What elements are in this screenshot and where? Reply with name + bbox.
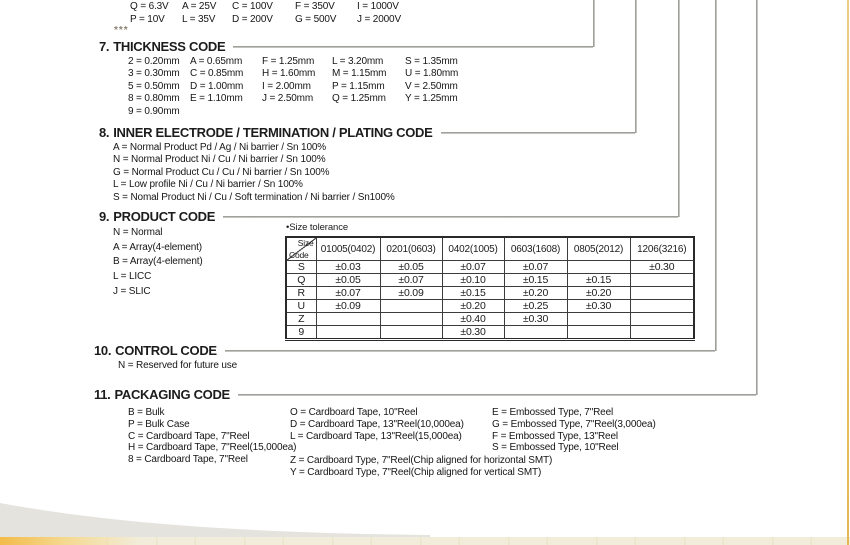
packaging-code-item: P = Bulk Case: [128, 418, 190, 430]
tolerance-value-cell: [380, 313, 442, 326]
voltage-code-item: C = 100V: [232, 1, 273, 12]
tolerance-value-cell: ±0.15: [442, 287, 504, 300]
tolerance-code-cell: 9: [286, 326, 316, 340]
tolerance-code-cell: Q: [286, 274, 316, 287]
section-title: THICKNESS CODE: [113, 38, 226, 54]
bracket-line: [441, 132, 635, 134]
thickness-code-row: [128, 56, 458, 68]
footer-swoosh: [0, 499, 430, 537]
control-code-item: N = Reserved for future use: [118, 360, 238, 371]
voltage-code-item: D = 200V: [232, 13, 273, 25]
voltage-code-item: L = 35V: [182, 13, 216, 25]
thickness-code-item: L = 3.20mm: [332, 56, 384, 67]
size-code-corner-cell: [286, 237, 316, 261]
tolerance-value-cell: [630, 326, 694, 340]
packaging-code-item: E = Embossed Type, 7"Reel: [492, 407, 614, 418]
thickness-code-item: I = 2.00mm: [262, 80, 311, 92]
tolerance-row: [286, 326, 694, 340]
product-code-list: [113, 227, 203, 300]
tolerance-value-cell: ±0.15: [504, 274, 567, 287]
tolerance-value-cell: ±0.07: [504, 261, 567, 274]
product-code-item: N = Normal: [113, 227, 163, 238]
tolerance-value-cell: [567, 261, 630, 274]
tolerance-row: [286, 274, 694, 287]
tolerance-value-cell: ±0.20: [504, 287, 567, 300]
tolerance-value-cell: ±0.40: [442, 313, 504, 326]
tolerance-value-cell: ±0.20: [442, 300, 504, 313]
voltage-code-item: F = 350V: [295, 1, 335, 12]
tolerance-value-cell: ±0.15: [567, 274, 630, 287]
bracket-line: [238, 394, 756, 396]
tolerance-value-cell: [630, 300, 694, 313]
tolerance-row: [286, 300, 694, 313]
tolerance-value-cell: [316, 313, 380, 326]
size-column-header: 0805(2012): [567, 237, 630, 261]
tolerance-value-cell: [380, 300, 442, 313]
section-number: 11.: [94, 386, 111, 402]
voltage-code-list: [130, 1, 401, 26]
corner-code-label: Code: [289, 250, 309, 260]
size-column-header: 0402(1005): [442, 237, 504, 261]
size-tolerance-header-row: [286, 237, 694, 261]
tolerance-value-cell: ±0.09: [380, 287, 442, 300]
section-packaging-code-header: [94, 387, 756, 401]
thickness-code-item: 2 = 0.20mm: [128, 56, 180, 67]
tolerance-row: [286, 261, 694, 274]
size-column-header: 0201(0603): [380, 237, 442, 261]
page-edge-gold-border: [847, 0, 849, 545]
thickness-code-item: Q = 1.25mm: [332, 93, 386, 105]
bracket-line: [225, 350, 715, 352]
tolerance-value-cell: [630, 313, 694, 326]
packaging-code-item: O = Cardboard Tape, 10"Reel: [290, 407, 418, 418]
tolerance-value-cell: ±0.05: [380, 261, 442, 274]
section-title: INNER ELECTRODE / TERMINATION / PLATING CODE: [113, 124, 433, 140]
size-tolerance-label: •Size tolerance: [286, 222, 349, 233]
section-title: PACKAGING CODE: [114, 386, 230, 402]
tolerance-value-cell: ±0.30: [630, 261, 694, 274]
section-number: 9.: [99, 208, 110, 224]
product-code-item: B = Array(4-element): [113, 256, 203, 268]
electrode-code-list: [113, 142, 395, 204]
section-product-code-header: [99, 209, 678, 223]
packaging-code-item: L = Cardboard Tape, 13"Reel(15,000ea): [290, 430, 462, 442]
section-thickness-code-header: [99, 39, 593, 53]
section-title: PRODUCT CODE: [113, 208, 216, 224]
thickness-code-row: [128, 68, 458, 80]
section-number: 10.: [94, 342, 112, 358]
product-code-item: L = LICC: [113, 271, 152, 283]
tolerance-value-cell: ±0.30: [504, 313, 567, 326]
tolerance-code-cell: R: [286, 287, 316, 300]
tolerance-code-cell: S: [286, 261, 316, 274]
thickness-code-item: 3 = 0.30mm: [128, 68, 180, 80]
section-number: 7.: [99, 38, 110, 54]
electrode-code-item: S = Nomal Product Ni / Cu / Soft termination / Ni barrier / Sn100%: [113, 191, 395, 203]
tolerance-row: [286, 313, 694, 326]
size-column-header: 01005(0402): [316, 237, 380, 261]
bracket-vline-section10: [715, 0, 717, 351]
bracket-line: [223, 216, 678, 218]
tolerance-value-cell: [380, 326, 442, 340]
thickness-code-item: J = 2.50mm: [262, 93, 314, 105]
voltage-code-item: I = 1000V: [357, 1, 399, 12]
electrode-code-item: A = Normal Product Pd / Ag / Ni barrier / Sn 100%: [113, 142, 327, 153]
voltage-code-item: Q = 6.3V: [130, 1, 169, 12]
bracket-vline-section7: [593, 0, 595, 47]
thickness-code-item: 8 = 0.80mm: [128, 93, 180, 105]
tolerance-code-cell: U: [286, 300, 316, 313]
bracket-vline-section8: [635, 0, 637, 133]
section-electrode-code-header: [99, 125, 635, 139]
packaging-code-item: H = Cardboard Tape, 7"Reel(15,000ea): [128, 442, 297, 454]
thickness-code-item: 9 = 0.90mm: [128, 105, 180, 117]
thickness-code-row: [128, 93, 458, 105]
tolerance-value-cell: ±0.09: [316, 300, 380, 313]
tolerance-value-cell: [630, 287, 694, 300]
thickness-code-item: E = 1.10mm: [190, 93, 243, 105]
electrode-code-item: N = Normal Product Ni / Cu / Ni barrier / Sn 100%: [113, 154, 326, 166]
control-code-list: [118, 360, 237, 372]
thickness-code-item: A = 0.65mm: [190, 56, 243, 67]
packaging-code-item: G = Embossed Type, 7"Reel(3,000ea): [492, 418, 656, 430]
product-code-item: A = Array(4-element): [113, 241, 202, 253]
tolerance-value-cell: [316, 326, 380, 340]
tolerance-value-cell: [630, 274, 694, 287]
thickness-code-item: Y = 1.25mm: [405, 93, 458, 105]
tolerance-value-cell: [567, 326, 630, 340]
section-control-code-header: [94, 343, 715, 357]
section-number: 8.: [99, 124, 110, 140]
bracket-vline-section9: [678, 0, 680, 217]
thickness-code-row: [128, 81, 458, 93]
packaging-code-item: D = Cardboard Tape, 13"Reel(10,000ea): [290, 418, 464, 430]
packaging-code-item: Y = Cardboard Type, 7"Reel(Chip aligned for vertical SMT): [290, 466, 542, 478]
footnote-stars: ***: [114, 25, 129, 36]
voltage-code-item: P = 10V: [130, 13, 165, 25]
voltage-code-row: [130, 1, 401, 14]
thickness-code-item: C = 0.85mm: [190, 68, 244, 80]
packaging-code-item: Z = Cardboard Type, 7"Reel(Chip aligned for horizontal SMT): [290, 455, 553, 466]
voltage-code-row: [130, 14, 401, 27]
packaging-code-item: C = Cardboard Tape, 7"Reel: [128, 430, 250, 442]
tolerance-value-cell: [504, 326, 567, 340]
size-column-header: 0603(1608): [504, 237, 567, 261]
tolerance-row: [286, 287, 694, 300]
packaging-code-item: 8 = Cardboard Tape, 7"Reel: [128, 454, 248, 466]
thickness-code-item: F = 1.25mm: [262, 56, 315, 67]
product-code-item: J = SLIC: [113, 285, 151, 297]
tolerance-value-cell: ±0.05: [316, 274, 380, 287]
thickness-code-item: V = 2.50mm: [405, 80, 458, 92]
thickness-code-row: [128, 106, 458, 118]
packaging-code-list-col2-smt: [290, 455, 552, 479]
voltage-code-item: G = 500V: [295, 13, 337, 25]
tolerance-value-cell: ±0.03: [316, 261, 380, 274]
tolerance-value-cell: ±0.07: [442, 261, 504, 274]
footer-band-gold-accent: [0, 537, 140, 545]
electrode-code-item: G = Normal Product Cu / Cu / Ni barrier / Sn 100%: [113, 166, 330, 178]
packaging-code-item: F = Embossed Type, 13"Reel: [492, 430, 618, 442]
electrode-code-item: L = Low profile Ni / Cu / Ni barrier / Sn 100%: [113, 179, 303, 191]
thickness-code-list: [128, 56, 458, 118]
tolerance-value-cell: ±0.07: [380, 274, 442, 287]
tolerance-value-cell: ±0.20: [567, 287, 630, 300]
tolerance-value-cell: ±0.25: [504, 300, 567, 313]
voltage-code-item: A = 25V: [182, 1, 217, 12]
bracket-vline-section11: [756, 0, 758, 395]
thickness-code-item: D = 1.00mm: [190, 80, 244, 92]
thickness-code-item: U = 1.80mm: [405, 68, 459, 80]
thickness-code-item: H = 1.60mm: [262, 68, 316, 80]
thickness-code-item: 5 = 0.50mm: [128, 80, 180, 92]
packaging-code-item: B = Bulk: [128, 407, 165, 418]
tolerance-value-cell: ±0.30: [567, 300, 630, 313]
section-title: CONTROL CODE: [115, 342, 217, 358]
bracket-line: [233, 46, 593, 48]
size-tolerance-table: [285, 236, 695, 341]
packaging-code-list-col2: [290, 407, 464, 442]
thickness-code-item: P = 1.15mm: [332, 80, 385, 92]
voltage-code-item: J = 2000V: [357, 13, 401, 25]
thickness-code-item: S = 1.35mm: [405, 56, 458, 67]
packaging-code-list-col1: [128, 407, 296, 466]
corner-size-label: Size: [297, 238, 314, 248]
tolerance-value-cell: ±0.10: [442, 274, 504, 287]
tolerance-value-cell: ±0.07: [316, 287, 380, 300]
packaging-code-item: S = Embossed Type, 10"Reel: [492, 442, 619, 454]
thickness-code-item: M = 1.15mm: [332, 68, 387, 80]
tolerance-value-cell: [567, 313, 630, 326]
tolerance-code-cell: Z: [286, 313, 316, 326]
packaging-code-list-col3: [492, 407, 656, 454]
tolerance-value-cell: ±0.30: [442, 326, 504, 340]
size-column-header: 1206(3216): [630, 237, 694, 261]
